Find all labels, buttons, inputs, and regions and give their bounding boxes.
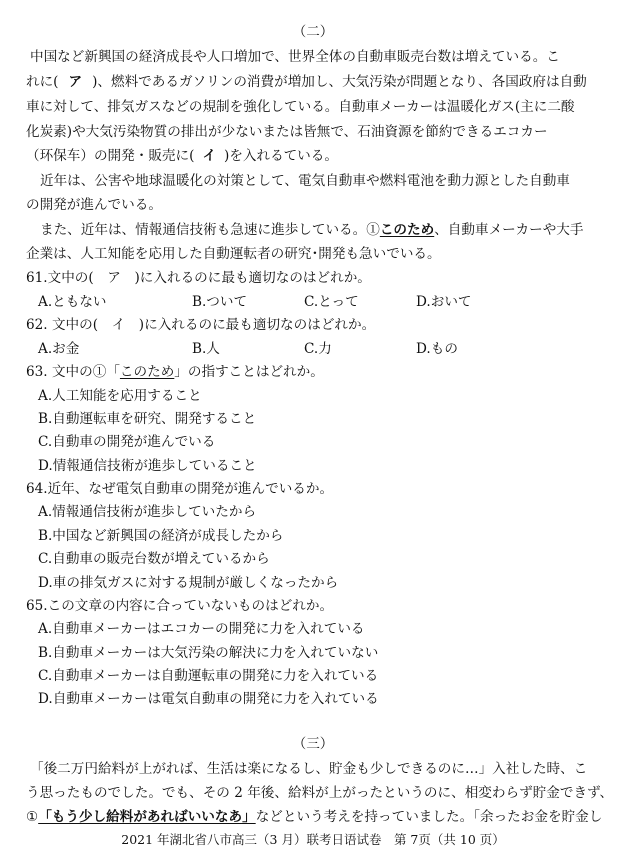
ref-marker: ① bbox=[26, 809, 39, 825]
option-d: D.情報通信技術が進歩していること bbox=[38, 458, 257, 474]
option-a: A.ともない bbox=[38, 294, 107, 310]
option-a: A.自動車メーカーはエコカーの開発に力を入れている bbox=[38, 621, 365, 637]
option-c: C.自動車メーカーは自動運転車の開発に力を入れている bbox=[38, 668, 379, 684]
option-c: C.自動車の開発が進んでいる bbox=[38, 434, 216, 450]
option-c: C.とって bbox=[304, 294, 359, 310]
page-footer: 2021 年湖北省八市高三（3 月）联考日语试卷 第 7页（共 10 页） bbox=[121, 832, 505, 847]
section-header-3: （三） bbox=[292, 736, 334, 752]
blank-a: ア bbox=[68, 74, 83, 90]
section-header-2: （二） bbox=[292, 24, 334, 40]
passage-line: また、近年は、情報通信技術も急速に進歩している。①このため、自動車メーカーや大手 bbox=[40, 222, 584, 238]
question-stem: 64.近年、なぜ電気自動車の開発が進んでいるか。 bbox=[26, 481, 334, 497]
question-stem: 65.この文章の内容に合っていないものはどれか。 bbox=[26, 598, 334, 614]
blank-i: イ bbox=[202, 148, 217, 164]
ref-marker: ① bbox=[366, 222, 380, 238]
option-b: B.人 bbox=[192, 341, 220, 357]
option-a: A.情報通信技術が進歩していたから bbox=[38, 504, 257, 520]
passage-line: （环保车）の開発・販売に( イ )を入れるている。 bbox=[26, 148, 338, 164]
passage-line: 化炭素)や大気汚染物質の排出が少ないまたは皆無で、石油資源を節約できるエコカー bbox=[26, 124, 548, 140]
passage-line: う思ったものでした。でも、その 2 年後、給料が上がったというのに、相変わらず貯金できず、 bbox=[26, 785, 614, 801]
underlined-phrase: 「もう少し給料があればいいなあ」 bbox=[38, 809, 256, 825]
passage-line: 車に対して、排気ガスなどの規制を強化している。自動車メーカーは温暖化ガス(主に二酸 bbox=[26, 99, 575, 115]
passage-line: ①「もう少し給料があればいいなあ」などという考えを持っていました。「余ったお金を貯金し bbox=[26, 809, 603, 825]
question-stem: 63. 文中の①「このため」の指すことはどれか。 bbox=[26, 364, 324, 380]
underlined-phrase: このため bbox=[379, 222, 435, 238]
option-a: A.人工知能を応用すること bbox=[38, 388, 202, 404]
question-stem: 61.文中の( ア )に入れるのに最も適切なのはどれか。 bbox=[26, 270, 371, 286]
option-a: A.お金 bbox=[38, 341, 80, 357]
question-stem: 62. 文中の( イ )に入れるのに最も適切なのはどれか。 bbox=[26, 317, 376, 333]
option-b: B.中国など新興国の経済が成長したから bbox=[38, 528, 284, 544]
option-b: B.ついて bbox=[192, 294, 248, 310]
option-c: C.力 bbox=[304, 341, 332, 357]
option-b: B.自動車メーカーは大気汚染の解決に力を入れていない bbox=[38, 645, 379, 661]
passage-line: 「後二万円給料が上がれば、生活は楽になるし、貯金も少しできるのに…」入社した時、こ bbox=[30, 761, 588, 777]
option-d: D.自動車メーカーは電気自動車の開発に力を入れている bbox=[38, 691, 379, 707]
passage-line: 中国など新興国の経済成長や人口増加で、世界全体の自動車販売台数は増えている。こ bbox=[30, 49, 560, 65]
underlined-phrase: このため bbox=[119, 364, 175, 380]
option-d: D.車の排気ガスに対する規制が厳しくなったから bbox=[38, 575, 339, 591]
option-b: B.自動運転車を研究、開発すること bbox=[38, 411, 257, 427]
passage-line: 近年は、公害や地球温暖化の対策として、電気自動車や燃料電池を動力源とした自動車 bbox=[40, 173, 570, 189]
option-d: D.おいて bbox=[416, 294, 472, 310]
passage-line: の開発が進んでいる。 bbox=[26, 197, 162, 213]
passage-line: 企業は、人工知能を応用した自動運転者の研究･開発も急いでいる。 bbox=[26, 246, 441, 262]
passage-line: れに( ア )、燃料であるガソリンの消費が増加し、大気汚染が問題となり、各国政府は自動 bbox=[26, 74, 587, 90]
option-c: C.自動車の販売台数が増えているから bbox=[38, 551, 270, 567]
option-d: D.もの bbox=[416, 341, 458, 357]
